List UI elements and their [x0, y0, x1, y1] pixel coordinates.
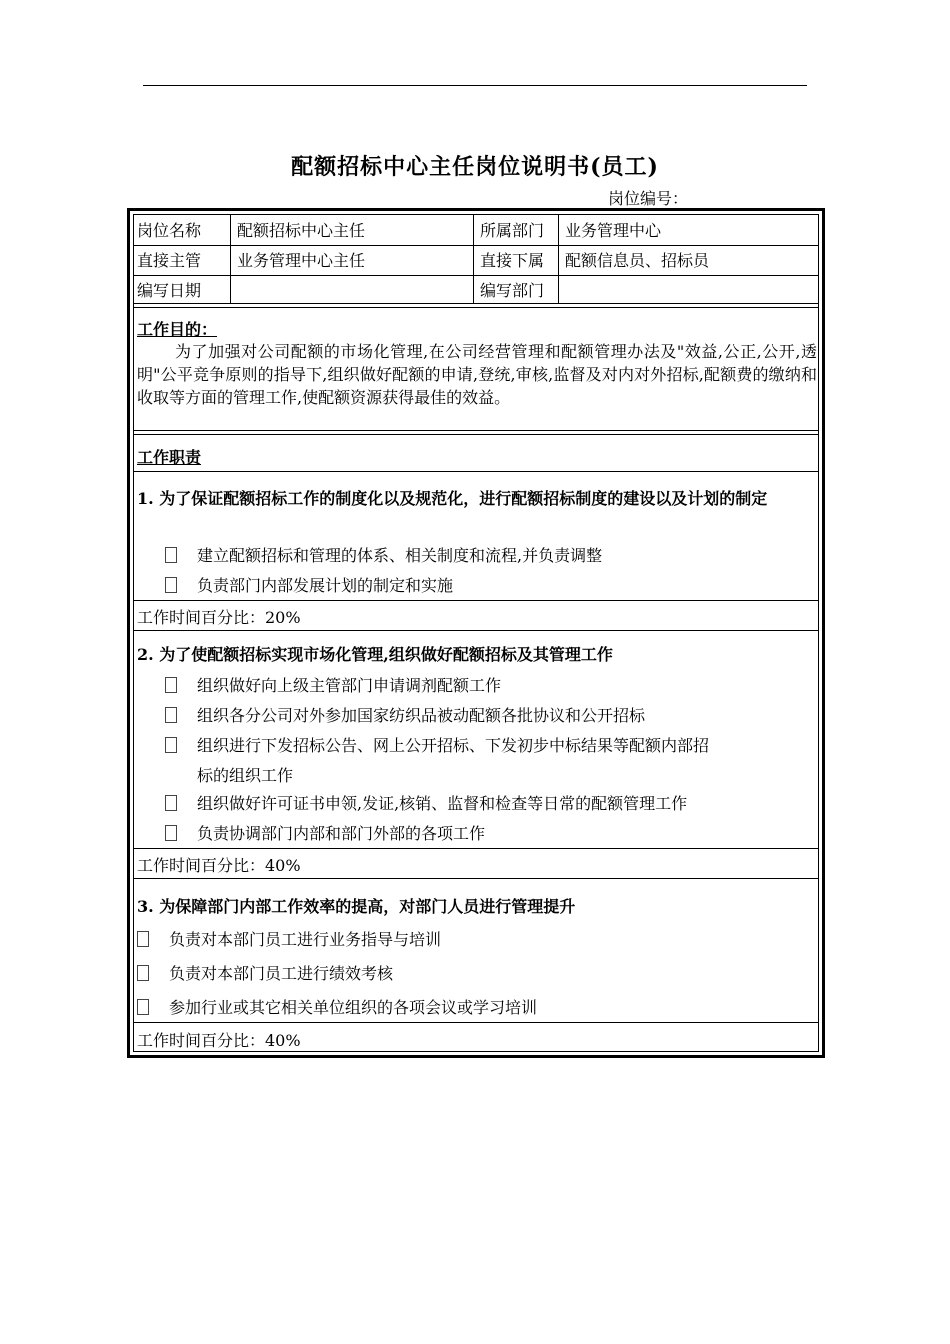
col-divider — [558, 215, 559, 303]
list-item: 负责部门内部发展计划的制定和实施 — [165, 573, 453, 596]
section-divider — [134, 303, 818, 308]
duty-heading-2: 2. 为了使配额招标实现市场化管理,组织做好配额招标及其管理工作 — [137, 645, 613, 664]
position-code — [608, 186, 790, 209]
row-divider — [134, 878, 818, 879]
bullet-icon — [137, 965, 149, 981]
bullet-icon — [165, 737, 177, 753]
supervisor-label: 直接主管 — [137, 251, 202, 270]
list-item-continuation: 标的组织工作 — [197, 766, 294, 785]
list-item: 负责对本部门员工进行绩效考核 — [137, 961, 393, 984]
row-divider — [134, 600, 818, 601]
date-label: 编写日期 — [137, 281, 202, 300]
position-name-value: 配额招标中心主任 — [237, 221, 366, 240]
list-item: 组织进行下发招标公告、网上公开招标、下发初步中标结果等配额内部招 — [165, 733, 709, 756]
supervisor-value: 业务管理中心主任 — [237, 251, 366, 270]
time-percent-2: 工作时间百分比：40% — [137, 856, 301, 875]
row-divider — [134, 245, 818, 246]
list-item: 负责对本部门员工进行业务指导与培训 — [137, 927, 441, 950]
time-percent-1: 工作时间百分比：20% — [137, 608, 301, 627]
row-divider — [134, 848, 818, 849]
document-title: 配额招标中心主任岗位说明书(员工) — [291, 154, 659, 180]
list-item: 负责协调部门内部和部门外部的各项工作 — [165, 821, 485, 844]
bullet-icon — [165, 707, 177, 723]
duty-heading-1: 1. 为了保证配额招标工作的制度化以及规范化，进行配额招标制度的建设以及计划的制定 — [137, 489, 768, 508]
list-item: 组织做好向上级主管部门申请调剂配额工作 — [165, 673, 501, 696]
job-description-table — [127, 208, 825, 1058]
subordinate-value: 配额信息员、招标员 — [565, 251, 710, 270]
position-name-label: 岗位名称 — [137, 221, 202, 240]
bullet-icon — [137, 931, 149, 947]
position-code-label: 岗位编号： — [608, 189, 689, 208]
duty-heading-3: 3. 为保障部门内部工作效率的提高，对部门人员进行管理提升 — [137, 897, 576, 916]
bullet-icon — [137, 999, 149, 1015]
bullet-icon — [165, 825, 177, 841]
bullet-icon — [165, 677, 177, 693]
section-divider — [134, 430, 818, 435]
table-inner-border — [133, 214, 819, 1052]
bullet-icon — [165, 577, 177, 593]
row-divider — [134, 630, 818, 631]
department-value: 业务管理中心 — [565, 221, 662, 240]
department-label: 所属部门 — [480, 221, 545, 240]
list-item: 组织做好许可证书申领,发证,核销、监督和检查等日常的配额管理工作 — [165, 791, 687, 814]
row-divider — [134, 1022, 818, 1023]
row-divider — [134, 471, 818, 472]
col-divider — [230, 215, 231, 303]
list-item: 建立配额招标和管理的体系、相关制度和流程,并负责调整 — [165, 543, 602, 566]
purpose-text: 为了加强对公司配额的市场化管理,在公司经营管理和配额管理办法及"效益,公正,公开,透明"公平竞争原则的指导下,组织做好配额的申请,登统,审核,监督及对内对外招标,配额费的缴纳和收取等方面的管理工作,使配额资源获得最佳的效益。 — [137, 342, 817, 407]
list-item: 组织各分公司对外参加国家纺织品被动配额各批协议和公开招标 — [165, 703, 645, 726]
bullet-icon — [165, 547, 177, 563]
bullet-icon — [165, 795, 177, 811]
purpose-title: 工作目的： — [137, 320, 218, 339]
row-divider — [134, 275, 818, 276]
col-divider — [473, 215, 474, 303]
position-code-blank[interactable] — [692, 194, 790, 209]
subordinate-label: 直接下属 — [480, 251, 545, 270]
header-rule — [143, 85, 807, 86]
list-item: 参加行业或其它相关单位组织的各项会议或学习培训 — [137, 995, 537, 1018]
time-percent-3: 工作时间百分比：40% — [137, 1031, 301, 1050]
author-dept-label: 编写部门 — [480, 281, 545, 300]
duties-title: 工作职责 — [137, 448, 202, 467]
